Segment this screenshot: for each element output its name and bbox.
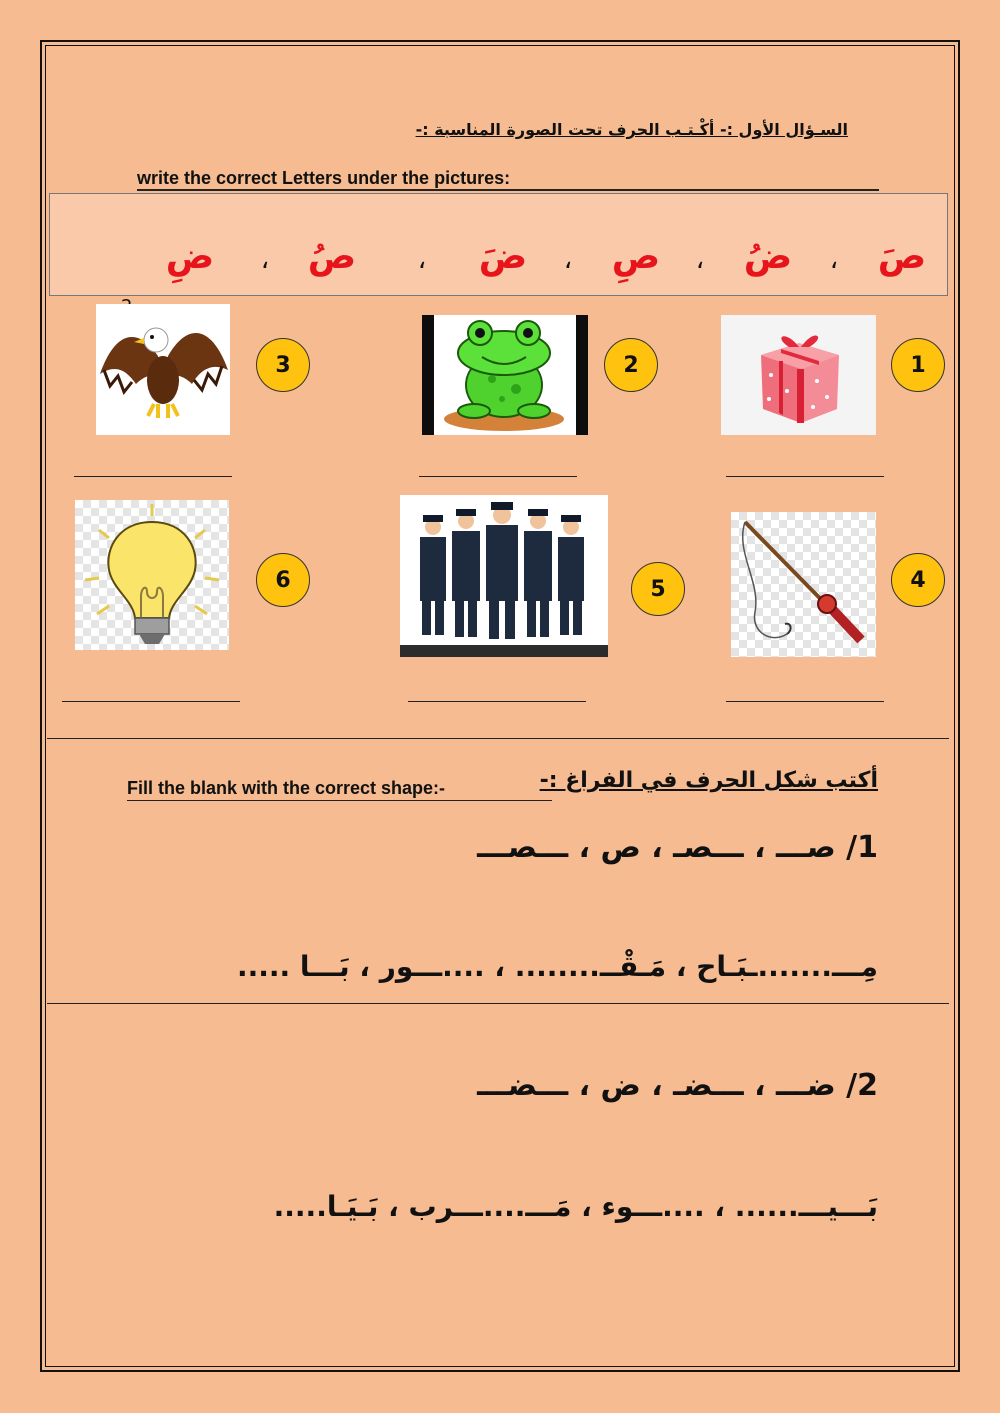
dad-words-line: بَـــيـــ...... ، ....ـــوء ، مَـــ....ـــرب ، بَـيَـا..... [273,1190,878,1223]
letter-separator: ، [260,245,270,275]
number-badge: 3 [256,338,310,392]
answer-line [74,476,232,477]
fishing-rod-icon [731,512,876,657]
number-badge: 2 [604,338,658,392]
number-badge: 1 [891,338,945,392]
number-badge: 4 [891,553,945,607]
light-bulb-picture [75,500,229,650]
answer-line [62,701,240,702]
sad-words-line: مِـــ.......ـبَـاح ، مَـقْــ........ ، ....ـــور ، بَـــا ..... [236,950,878,983]
eagle-picture [96,304,230,435]
letter-option: ضِ [165,236,215,277]
number-badge: 6 [256,553,310,607]
answer-line [408,701,586,702]
gift-box-picture [721,315,876,435]
question-2-title-english: Fill the blank with the correct shape:- [127,778,446,798]
answer-line [726,476,884,477]
section-divider [47,1003,949,1004]
answer-line [419,476,577,477]
letter-option: صُ [307,236,357,277]
sad-shapes-line: 1/ صـــ ، ـــصـ ، ص ، ـــصـــ [477,830,878,865]
police-officers-icon [400,495,608,657]
answer-line [726,701,884,702]
section-divider [47,738,949,739]
title-underline [127,800,552,801]
number-badge: 5 [631,562,685,616]
letter-option: صِ [611,236,661,277]
fishing-rod-picture [731,512,876,657]
letter-separator: ، [417,245,427,275]
letter-separator: ، [829,245,839,275]
question-2-title-arabic: أكتب شكل الحرف في الفراغ :- [539,768,878,793]
frog-picture [422,315,588,435]
dad-shapes-line: 2/ ضـــ ، ـــضـ ، ض ، ـــضـــ [477,1068,878,1103]
letter-separator: ، [695,245,705,275]
title-underline [137,189,879,191]
letter-option: ضَ [478,236,528,277]
light-bulb-icon [75,500,229,650]
letter-separator: ، [563,245,573,275]
frog-icon [422,315,588,435]
letter-option: ضُ [743,236,793,277]
eagle-icon [96,304,230,435]
letter-option: صَ [877,236,927,277]
police-officers-picture [400,495,608,657]
question-1-title-english: write the correct Letters under the pictures: [137,168,511,188]
gift-box-icon [721,315,876,435]
question-1-title-arabic: السـؤال الأول :- أكْـتـب الحرف تحت الصورة المناسبة :- [415,120,848,139]
